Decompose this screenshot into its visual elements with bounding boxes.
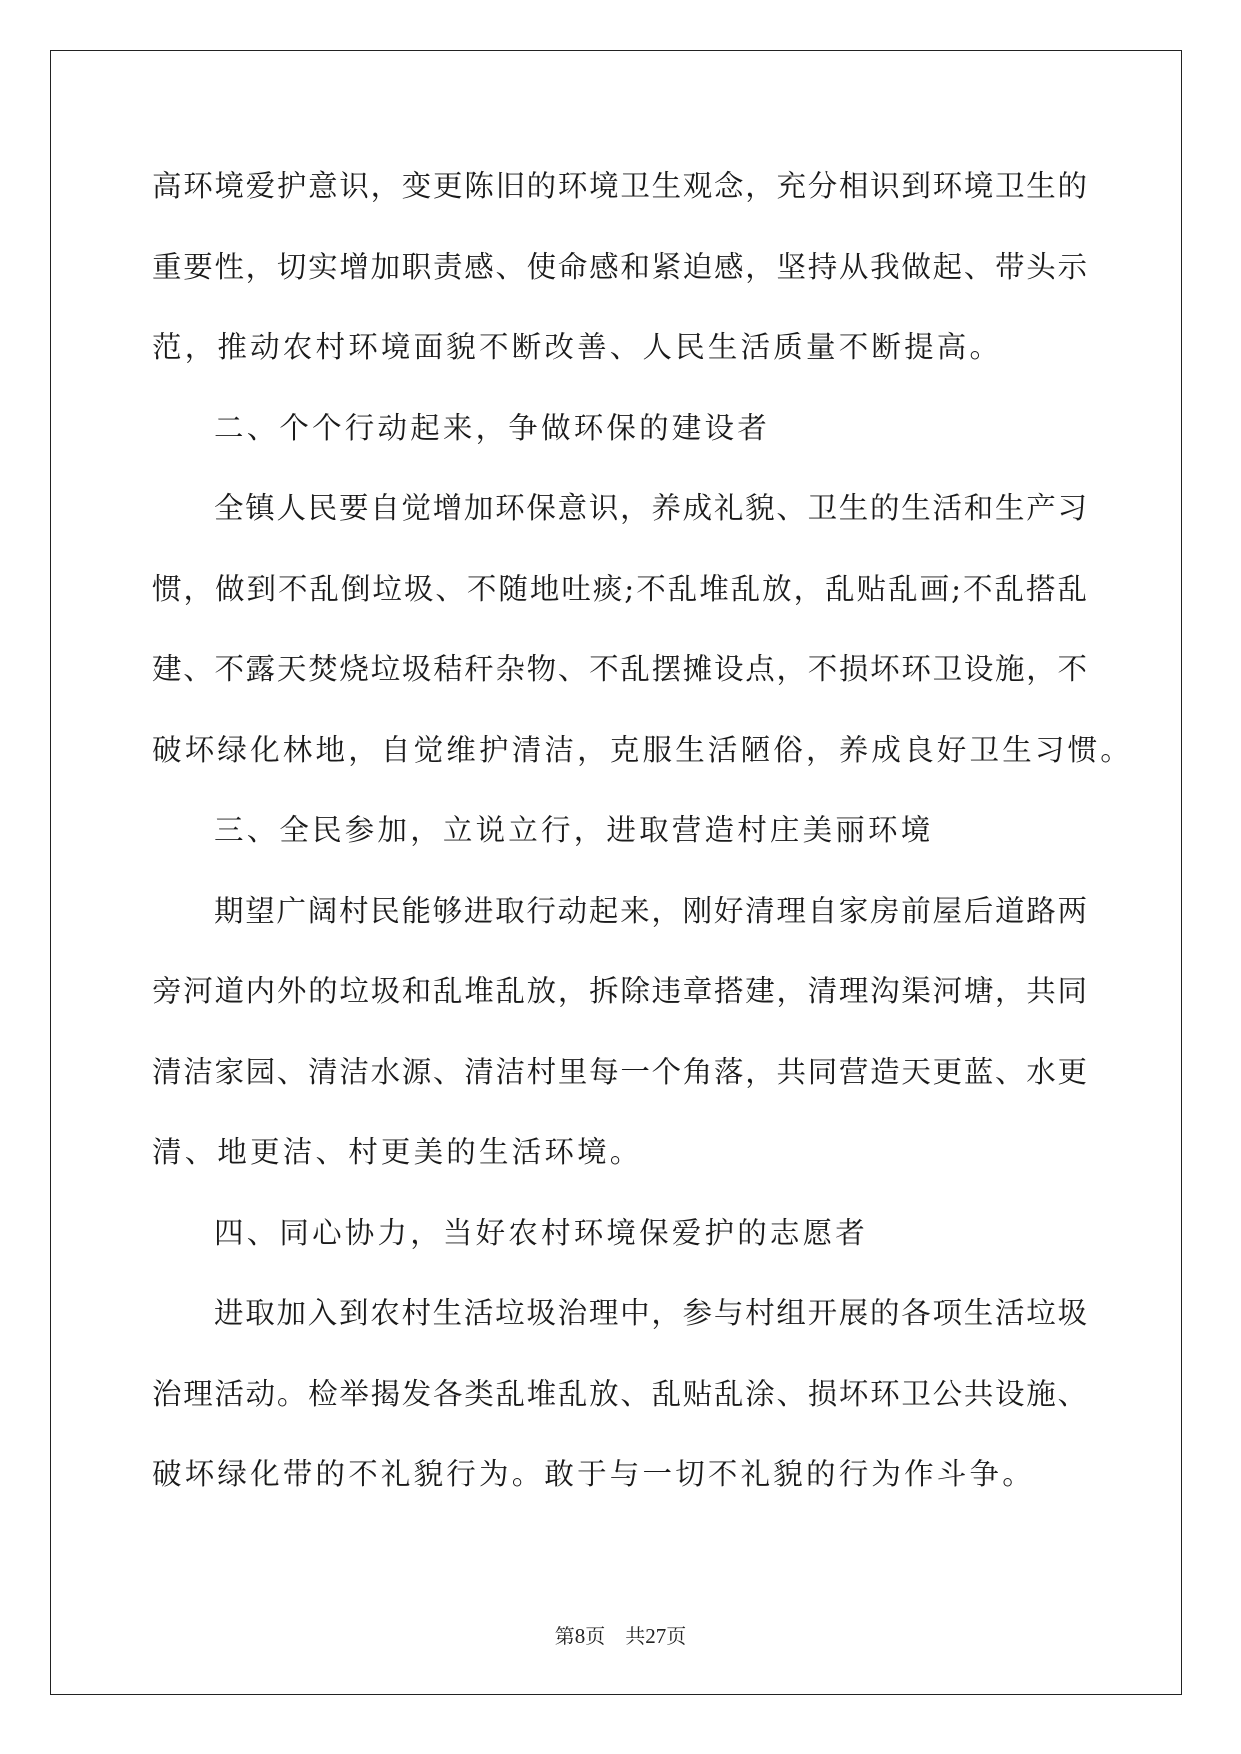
- section-heading: 三、全民参加，立说立行，进取营造村庄美丽环境: [214, 813, 934, 847]
- page-number: 8: [574, 1624, 586, 1648]
- paragraph-line: 惯，做到不乱倒垃圾、不随地吐痰;不乱堆乱放，乱贴乱画;不乱搭乱: [152, 571, 1087, 606]
- paragraph-line: 清、地更洁、村更美的生活环境。: [152, 1135, 643, 1169]
- paragraph-line: 范，推动农村环境面貌不断改善、人民生活质量不断提高。: [152, 330, 1003, 364]
- paragraph-line: 进取加入到农村生活垃圾治理中，参与村组开展的各项生活垃圾: [214, 1296, 1087, 1330]
- page-prefix: 第: [554, 1624, 575, 1648]
- section-heading: 四、同心协力，当好农村环境保爱护的志愿者: [214, 1215, 869, 1250]
- paragraph-line: 破坏绿化带的不礼貌行为。敢于与一切不礼貌的行为作斗争。: [152, 1457, 1035, 1491]
- paragraph-line: 破坏绿化林地，自觉维护清洁，克服生活陋俗，养成良好卫生习惯。: [152, 732, 1134, 767]
- total-suffix: 页: [666, 1624, 687, 1648]
- paragraph-line: 旁河道内外的垃圾和乱堆乱放，拆除违章搭建，清理沟渠河塘，共同: [152, 974, 1087, 1008]
- document-body: [152, 156, 1134, 1525]
- paragraph-line: 高环境爱护意识，变更陈旧的环境卫生观念，充分相识到环境卫生的: [152, 169, 1087, 203]
- paragraph-line: 重要性，切实增加职责感、使命感和紧迫感，坚持从我做起、带头示: [152, 249, 1087, 284]
- paragraph-line: 清洁家园、清洁水源、清洁村里每一个角落，共同营造天更蓝、水更: [152, 1054, 1087, 1089]
- page-suffix: 页: [585, 1624, 606, 1648]
- total-prefix: 共: [625, 1624, 646, 1648]
- page-footer: [0, 1622, 1241, 1650]
- total-pages: 27: [645, 1624, 667, 1648]
- section-heading: 二、个个行动起来，争做环保的建设者: [214, 410, 770, 445]
- paragraph-line: 全镇人民要自觉增加环保意识，养成礼貌、卫生的生活和生产习: [214, 491, 1087, 525]
- paragraph-line: 建、不露天焚烧垃圾秸秆杂物、不乱摆摊设点，不损坏环卫设施，不: [152, 652, 1087, 686]
- paragraph-line: 期望广阔村民能够进取行动起来，刚好清理自家房前屋后道路两: [214, 893, 1087, 928]
- paragraph-line: 治理活动。检举揭发各类乱堆乱放、乱贴乱涂、损坏环卫公共设施、: [152, 1376, 1087, 1411]
